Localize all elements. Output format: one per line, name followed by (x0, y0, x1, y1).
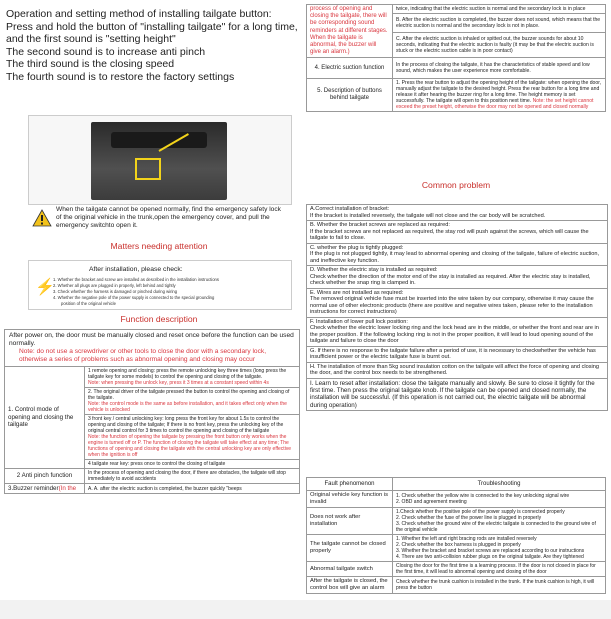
col-header-troubleshooting: Troubleshooting (393, 478, 606, 491)
solution-cell (393, 508, 606, 535)
problem-title: F. Installation of lower pull lock position: (310, 318, 408, 325)
problem-detail: The removed original vehicle fuse must be inserted into the wire taken by our company, otherwise it may cause the normal use of other electronic products (there are positive and negative wires taken, please refer to the installation instructions for correct instructions) (310, 296, 594, 315)
function-intro: After power on, the door must be manually closed and reset once before the function can be used normally. (9, 332, 294, 347)
buttons-text: 1. Press the rear button to adjust the opening height of the tailgate: when opening the door, manually adjust the tailgate to the desired height. Press the rear button for a long time and release it after hearing the buzzer ring for a long time. The height memory is set successfully. The tailgate will open to this position next time. (396, 80, 602, 105)
fault-cell: The tailgate cannot be closed properly (307, 535, 393, 562)
function-title: Function description (120, 314, 198, 324)
problem-title: E. Wires are not installed as required: (310, 289, 404, 296)
list-item (307, 379, 607, 411)
buttons-note: Note: the set height cannot exceed the preset height, otherwise the door may not be opened and closed normally (396, 98, 594, 111)
control-cell (85, 415, 300, 460)
list-item (307, 205, 607, 221)
right-column (306, 4, 606, 591)
checklist-item: 1. Whether the bracket and screw are installed as described in the installation instructions (53, 277, 219, 282)
table-row (5, 367, 300, 388)
list-item (307, 244, 607, 267)
function-table-continued (306, 4, 606, 112)
left-column (6, 8, 302, 84)
list-item (307, 289, 607, 318)
table-row (307, 508, 606, 535)
problem-detail: Check whether the direction of the motor end of the stay is installed as required. After the electric stay is installed, check whether the snap ring is clamped in. (310, 273, 591, 286)
solution-cell: Check whether the trunk cushion is installed in the trunk. If the trunk cushion is high, it will press the button (393, 577, 606, 594)
checklist-head: After installation, please check: (89, 266, 183, 273)
fault-table (306, 477, 606, 594)
list-item (307, 347, 607, 363)
table-row (307, 58, 606, 79)
problem-title: D. Whether the electric stay is installed as required: (310, 267, 438, 273)
problem-title: A.Correct installation of bracket: (310, 206, 390, 212)
intro-block (6, 8, 302, 84)
table-row (307, 79, 606, 112)
solution-cell (393, 491, 606, 508)
buzzer-c: C. After the electric suction is inhaled or spitted out, the buzzer sounds for about 10 seconds, indicating that the electric suction is faulty (it may be that the electric suction is stuck or the electric suction cable is in poor contact) (393, 33, 606, 58)
checklist-item: 4. Whether the negative pole of the power supply is connected to the special grounding (53, 295, 215, 300)
problem-title: H. The installation of more than 5kg sound insulation cotton on the tailgate will affect the force of opening and closing the door, and the control box needs to be strengthened. (310, 363, 599, 376)
buzzer-a-cont: twice, indicating that the electric suction is normal and the secondary lock is in place (393, 5, 606, 14)
buzzer-label-a: 3.Buzzer reminder (8, 485, 59, 492)
problem-title: G. If there is no response to the tailgate failure after a period of use, it is necessary to checkwhether the vehicle has insufficient power or the electric tailgate fuse is burnt out. (310, 347, 596, 360)
buzzer-label-b: (In the (58, 485, 77, 492)
table-row (307, 535, 606, 562)
emergency-lock-photo (91, 122, 227, 200)
list-item (307, 221, 607, 244)
checklist-item: 3. Check whether the harness is damaged or pinched during wiring (53, 289, 178, 294)
buzzer-cont-label: process of opening and closing the tailgate, there will be corresponding sound reminders at different stages. When the tailgate is abnormal, the buzzer will give an alarm.) (307, 5, 393, 58)
buzzer-label (5, 484, 85, 494)
control-label: 1. Control mode of opening and closing the tailgate (5, 367, 85, 469)
solution-line: 1. Check whether the yellow wire is connected to the key unlocking signal wire (396, 493, 570, 499)
col-header-fault: Fault phenomenon (307, 478, 393, 491)
buzzer-text: A. A. after the electric suction is completed, the buzzer quickly "beeps (85, 484, 300, 494)
intro-heading: Operation and setting method of installing tailgate button: (6, 8, 272, 20)
warning-row (28, 206, 290, 236)
control-cell: 4 tailgate rear key: press once to control the closing of tailgate (85, 460, 300, 469)
solution-line: 3. Check whether the ground wire of the electric tailgate is connected to the ground wire of the original vehicle (396, 521, 596, 533)
solution-line: 2. OBD and agreement meeting (396, 499, 467, 505)
checklist-item: position of the original vehicle (61, 301, 116, 306)
list-item (307, 318, 607, 347)
fault-cell: After the tailgate is closed, the control box will give an alarm (307, 577, 393, 594)
problem-detail: Check whether the electric lower locking ring and the lock head are in the middle, or whether the front and rear are in the proper position. If the following locking ring is not in the proper position, it will lead to loud opening sound of the tailgate and failure to close the door (310, 325, 599, 344)
suction-text: In the process of closing the tailgate, it has the characteristics of stable speed and low sound, which makes the user experience more comfortable. (393, 58, 606, 79)
intro-line: The fourth sound is to restore the factory settings (6, 70, 235, 83)
solution-line: 1. Whether the left and right bracing rods are installed reversely (396, 536, 537, 542)
control-note: Note: the function of opening the tailgate by pressing the front button only works when the engine is turned off or P. The function of closing the tailgate will take effect at any time; The functions of opening and closing the tailgate with the central unlocking key are only effective when the ignition is off (88, 434, 292, 458)
common-title: Common problem (421, 180, 491, 190)
fault-table-wrap (306, 477, 606, 594)
lightning-icon: ⚡ (35, 279, 55, 296)
fault-cell: Does not work after installation (307, 508, 393, 535)
control-note: Note: the control mode is the same as before installation, and it takes effect only when the vehicle is unlocked (88, 401, 287, 413)
buttons-label: 5. Description of buttons behind tailgate (307, 79, 393, 112)
table-row (5, 484, 300, 494)
solution-line: 1.Check whether the positive pole of the power supply is connected properly (396, 509, 565, 515)
solution-line: 2. Check whether the box harness is plugged in properly (396, 542, 521, 548)
function-intro-box (4, 329, 300, 366)
intro-line: Press and hold the button of "installing tailgate" for a long time, and the first sound is "setting height" (6, 20, 298, 46)
tailgate-photo-frame (28, 115, 292, 205)
checklist-box (28, 260, 292, 310)
fault-cell: Abnormal tailgate switch (307, 562, 393, 577)
solution-cell: Closing the door for the first time is a learning process. If the door is not closed in place for the first time, it will lead to abnormal opening and closing of the door (393, 562, 606, 577)
control-text: 2. The original driver of the tailgate pressed the button to control the opening and closing of the tailgate. (88, 389, 290, 401)
control-cell (85, 388, 300, 415)
table-row (307, 577, 606, 594)
table-row (307, 491, 606, 508)
control-text: 1 remote opening and closing: press the remote unlocking key three times (long press the tailgate key for some models) to control the opening and closing of the tailgate. (88, 368, 287, 380)
control-text: 3 front key / central unlocking key: long press the front key for about 1.5s to control the opening and closing of the tailgate; If there is no front key, press the unlocking key of the original central control for 3 times to control the opening and closing of the tailgate (88, 416, 284, 434)
highlight-box (135, 158, 161, 180)
photo-slot (111, 132, 207, 148)
table-row (307, 562, 606, 577)
matters-title: Matters needing attention (110, 241, 208, 251)
control-cell (85, 367, 300, 388)
control-note: Note: when pressing the unlock key, press it 3 times at a constant speed within 4s (88, 380, 269, 386)
intro-line: The second sound is to increase anti pinch (6, 45, 206, 58)
list-item (307, 266, 607, 289)
checklist-item: 2. Whether all plugs are plugged in properly, left behind and tightly (53, 283, 176, 288)
solution-line: 2. Check whether the fuse of the power line is plugged in properly (396, 515, 542, 521)
function-description (4, 329, 300, 494)
suction-label: 4. Electric suction function (307, 58, 393, 79)
problem-title: B. Whether the bracket screws are replaced as required: (310, 222, 450, 228)
table-row (307, 5, 606, 14)
problem-detail: If the bracket screws are not replaced as required, the stay rod will push against the screws, which will cause the tailgate to fail to close. (310, 228, 589, 241)
problem-detail: If the plug is not plugged tightly, it may lead to abnormal opening and closing of the tailgate, failure of electric suction, and ineffective key function. (310, 251, 600, 264)
table-header-row (307, 478, 606, 491)
list-item (307, 363, 607, 379)
buttons-cell (393, 79, 606, 112)
warning-icon (32, 209, 52, 227)
problem-title: C. whether the plug is tightly plugged: (310, 244, 404, 251)
antipinch-label: 2 Anti pinch function (5, 469, 85, 484)
function-table (4, 366, 300, 494)
problem-title: I. Learn to reset after installation: close the tailgate manually and slowly. Be sure to close it tightly for the first time. Then press the original tailgate knob. If the tailgate can be opened and closed normally, the installation will be successful. (If this operation is not carried out, the electric tailgate will be abnormal during operation) (310, 379, 595, 409)
problem-detail: If the bracket is installed reversely, the tailgate will not close and the car body will be scratched. (310, 212, 546, 219)
buzzer-b: B. After the electric suction is completed, the buzzer does not sound, which means that the electric suction is normal and the secondary lock is not in place. (393, 14, 606, 33)
common-problem-list (306, 204, 608, 411)
solution-line: 3. Whether the bracket and bracket screws are replaced according to our instructions (396, 548, 585, 554)
solution-line: 4. There are two anti-collision rubber plugs on the original tailgate. Are they tightened (396, 554, 584, 560)
fault-cell: Original vehicle key function is invalid (307, 491, 393, 508)
function-note: Note: do not use a screwdriver or other tools to close the door with a secondary lock, otherwise a series of problems such as abnormal opening and closing may occur (19, 348, 267, 363)
intro-line: The third sound is the closing speed (6, 58, 175, 71)
table-row (5, 469, 300, 484)
solution-cell (393, 535, 606, 562)
warning-text: When the tailgate cannot be opened normally, find the emergency safety lock of the original vehicle in the trunk,open the emergency cover, and pull the emergency switchto open it. (56, 206, 281, 229)
antipinch-text: In the process of opening and closing the door, if there are obstacles, the tailgate will stop immediately to avoid accidents (85, 469, 300, 484)
